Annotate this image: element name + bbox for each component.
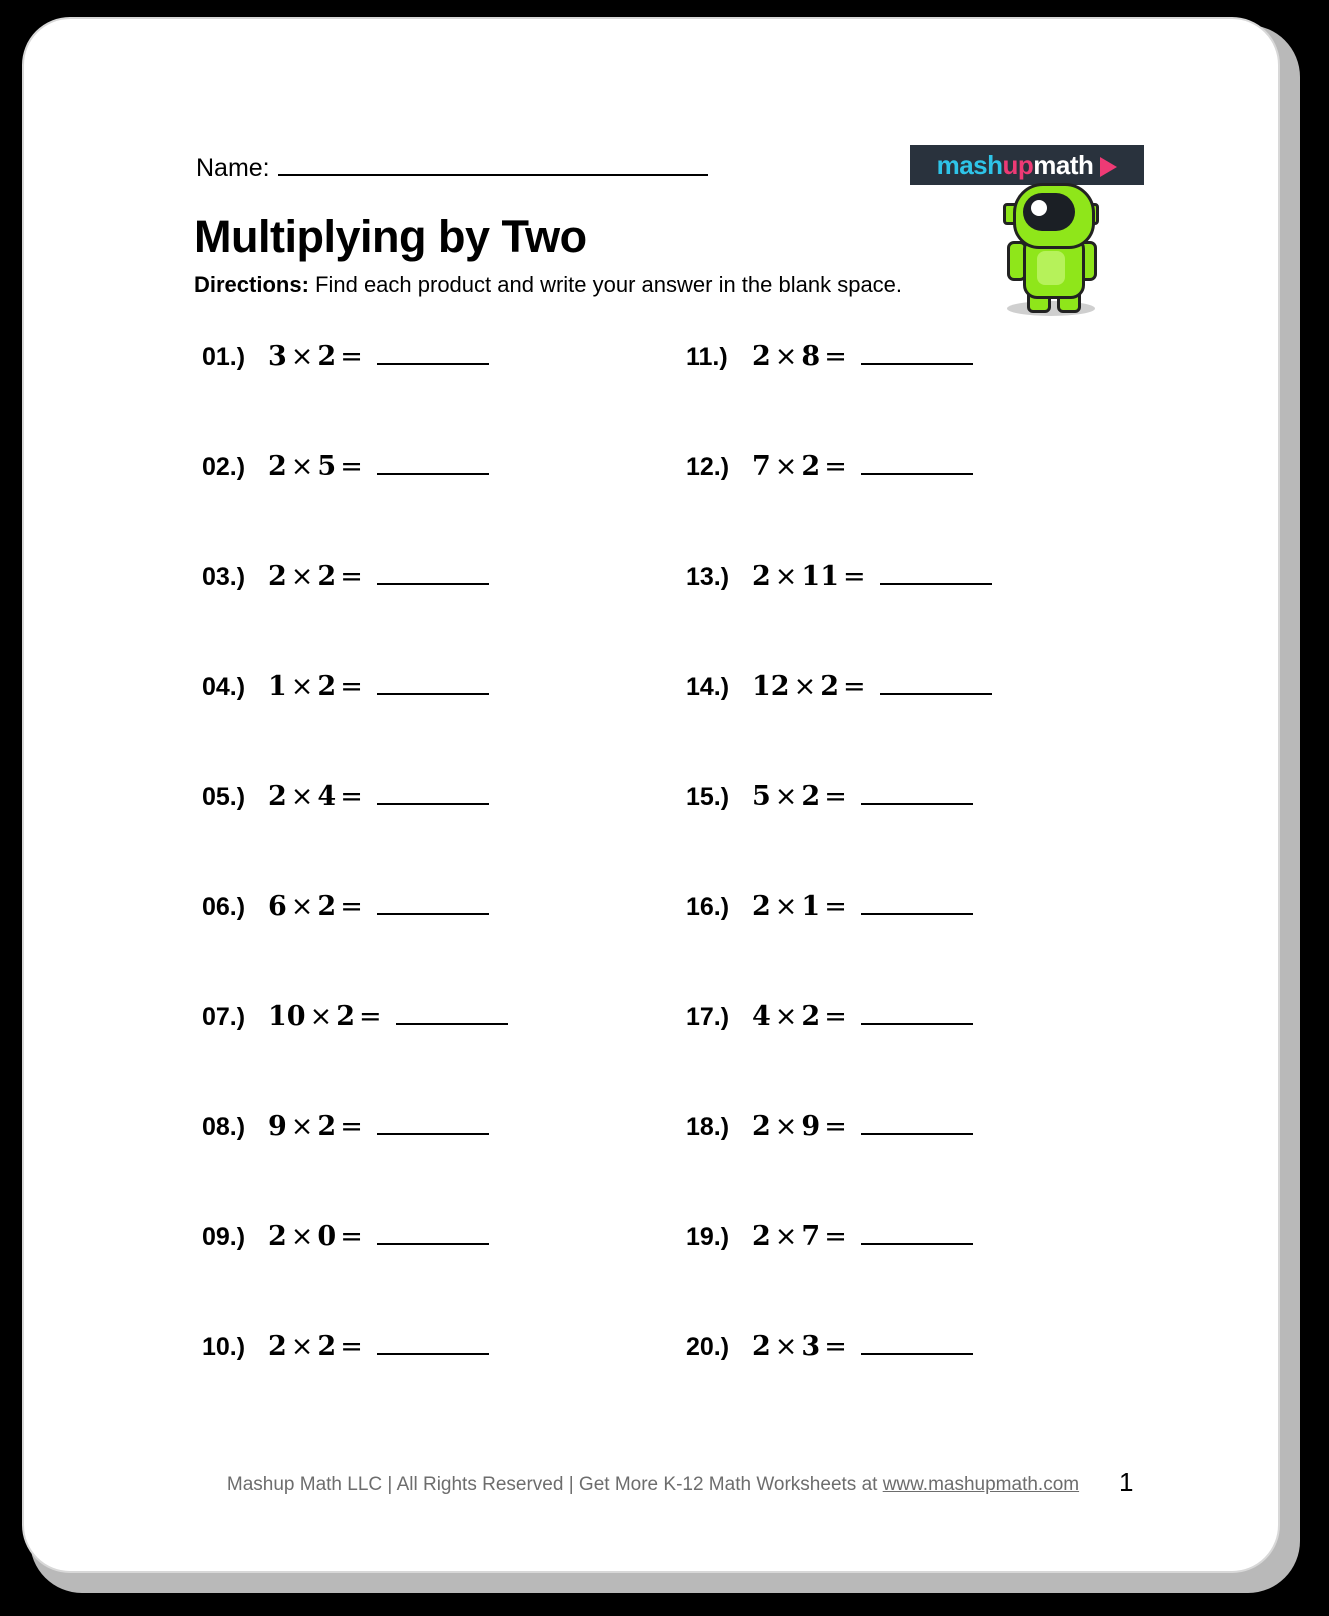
factor-a: 2 — [268, 561, 287, 592]
answer-blank[interactable] — [396, 1007, 508, 1025]
directions-text: Find each product and write your answer in the blank space. — [308, 272, 903, 297]
multiplication-operator: × — [774, 1331, 798, 1362]
problem-row — [202, 1221, 508, 1331]
problem-number: 20.) — [686, 1333, 730, 1361]
factor-b: 2 — [317, 341, 337, 372]
problem-row — [686, 1111, 992, 1221]
multiplication-operator: × — [774, 451, 798, 482]
factor-b: 2 — [336, 1001, 355, 1032]
factor-a: 2 — [752, 1331, 771, 1362]
factor-a: 4 — [752, 1001, 771, 1032]
problem-expression — [268, 781, 489, 812]
factor-a: 7 — [752, 451, 771, 482]
factor-b: 9 — [801, 1111, 821, 1142]
factor-b: 2 — [317, 1331, 337, 1362]
answer-blank[interactable] — [880, 567, 992, 585]
multiplication-operator: × — [774, 1001, 798, 1032]
factor-b: 2 — [317, 891, 337, 922]
problem-row — [686, 561, 992, 671]
problem-number: 11.) — [686, 343, 728, 371]
name-field-row — [196, 152, 708, 183]
multiplication-operator: × — [774, 1111, 798, 1142]
multiplication-operator: × — [774, 561, 798, 592]
problem-expression — [268, 341, 489, 372]
factor-b: 8 — [801, 341, 821, 372]
problem-number: 01.) — [202, 343, 246, 371]
factor-b: 5 — [317, 451, 337, 482]
factor-b: 11 — [801, 561, 839, 592]
problem-row — [202, 671, 508, 781]
problem-row — [686, 1001, 992, 1111]
problem-expression — [268, 1331, 489, 1362]
problem-expression — [268, 671, 489, 702]
factor-b: 2 — [820, 671, 839, 702]
robot-belly — [1037, 251, 1065, 285]
equals-sign: = — [340, 1331, 363, 1362]
problems-column-right — [686, 341, 992, 1441]
equals-sign: = — [359, 1001, 382, 1032]
problem-row — [202, 891, 508, 1001]
problem-number: 09.) — [202, 1223, 246, 1251]
problem-number: 02.) — [202, 453, 246, 481]
factor-a: 2 — [752, 891, 771, 922]
factor-b: 2 — [317, 561, 337, 592]
problem-expression — [752, 1111, 973, 1142]
logo-wordmark — [937, 152, 1118, 178]
problem-row — [686, 1331, 992, 1441]
answer-blank[interactable] — [880, 677, 992, 695]
factor-a: 1 — [268, 671, 287, 702]
answer-blank[interactable] — [861, 1337, 973, 1355]
factor-b: 7 — [801, 1221, 821, 1252]
answer-blank[interactable] — [377, 1227, 489, 1245]
answer-blank[interactable] — [861, 1117, 973, 1135]
footer-text: Mashup Math LLC | All Rights Reserved | Get More K-12 Math Worksheets at — [226, 1474, 883, 1495]
factor-b: 4 — [317, 781, 337, 812]
problem-number: 07.) — [202, 1003, 246, 1031]
problem-number: 05.) — [202, 783, 246, 811]
problem-expression — [752, 1001, 973, 1032]
factor-b: 2 — [801, 1001, 821, 1032]
factor-a: 6 — [268, 891, 287, 922]
worksheet-page — [22, 17, 1280, 1573]
problem-number: 04.) — [202, 673, 246, 701]
robot-visor — [1023, 193, 1075, 231]
equals-sign: = — [824, 451, 847, 482]
equals-sign: = — [843, 561, 866, 592]
answer-blank[interactable] — [861, 347, 973, 365]
logo-up-text: up — [1002, 150, 1034, 180]
logo-mash-text: mash — [936, 150, 1003, 180]
footer — [24, 1474, 1280, 1496]
problem-expression — [268, 1001, 508, 1032]
multiplication-operator: × — [290, 891, 314, 922]
answer-blank[interactable] — [861, 457, 973, 475]
factor-b: 2 — [317, 1111, 337, 1142]
multiplication-operator: × — [309, 1001, 333, 1032]
problem-row — [686, 451, 992, 561]
equals-sign: = — [824, 1331, 847, 1362]
equals-sign: = — [824, 891, 847, 922]
factor-a: 2 — [268, 1331, 287, 1362]
answer-blank[interactable] — [377, 347, 489, 365]
problems-column-left — [202, 341, 508, 1441]
problem-number: 18.) — [686, 1113, 730, 1141]
answer-blank[interactable] — [377, 897, 489, 915]
multiplication-operator: × — [774, 1221, 798, 1252]
problem-number: 19.) — [686, 1223, 730, 1251]
problem-number: 14.) — [686, 673, 730, 701]
multiplication-operator: × — [774, 781, 798, 812]
problem-expression — [268, 561, 489, 592]
multiplication-operator: × — [290, 1111, 314, 1142]
equals-sign: = — [340, 561, 363, 592]
problem-row — [686, 671, 992, 781]
page-title: Multiplying by Two — [194, 211, 587, 262]
equals-sign: = — [340, 341, 363, 372]
answer-blank[interactable] — [377, 457, 489, 475]
logo-math-text: math — [1033, 150, 1094, 180]
problem-row — [202, 451, 508, 561]
equals-sign: = — [824, 341, 847, 372]
problem-expression — [752, 561, 992, 592]
answer-blank[interactable] — [861, 787, 973, 805]
multiplication-operator: × — [290, 1221, 314, 1252]
multiplication-operator: × — [290, 561, 314, 592]
page-number: 1 — [1119, 1467, 1134, 1497]
robot-mascot-icon — [999, 179, 1104, 321]
answer-blank[interactable] — [377, 1337, 489, 1355]
problem-row — [202, 1111, 508, 1221]
multiplication-operator: × — [774, 891, 798, 922]
multiplication-operator: × — [290, 671, 314, 702]
problem-row — [202, 1001, 508, 1111]
equals-sign: = — [824, 1111, 847, 1142]
directions-label: Directions: — [194, 272, 309, 297]
factor-a: 2 — [752, 1111, 771, 1142]
factor-b: 2 — [801, 781, 821, 812]
problem-row — [686, 1221, 992, 1331]
problem-expression — [752, 451, 973, 482]
problem-expression — [752, 891, 973, 922]
problem-expression — [268, 451, 489, 482]
factor-b: 0 — [317, 1221, 337, 1252]
problem-number: 12.) — [686, 453, 730, 481]
problem-number: 13.) — [686, 563, 730, 591]
multiplication-operator: × — [774, 341, 798, 372]
problem-number: 10.) — [202, 1333, 246, 1361]
factor-b: 2 — [317, 671, 337, 702]
equals-sign: = — [824, 1001, 847, 1032]
problem-row — [686, 341, 992, 451]
answer-blank[interactable] — [377, 677, 489, 695]
equals-sign: = — [340, 671, 363, 702]
answer-blank[interactable] — [861, 897, 973, 915]
factor-a: 3 — [268, 341, 287, 372]
equals-sign: = — [340, 1111, 363, 1142]
equals-sign: = — [824, 1221, 847, 1252]
factor-a: 2 — [268, 1221, 287, 1252]
answer-blank[interactable] — [377, 567, 489, 585]
problem-number: 17.) — [686, 1003, 730, 1031]
problem-number: 08.) — [202, 1113, 246, 1141]
robot-shadow — [1007, 301, 1095, 316]
problem-number: 03.) — [202, 563, 246, 591]
name-write-line[interactable] — [278, 152, 708, 176]
multiplication-operator: × — [793, 671, 817, 702]
problem-expression — [268, 1221, 489, 1252]
factor-b: 3 — [801, 1331, 821, 1362]
equals-sign: = — [824, 781, 847, 812]
factor-b: 2 — [801, 451, 821, 482]
problem-expression — [752, 1221, 973, 1252]
factor-a: 2 — [752, 1221, 771, 1252]
factor-a: 2 — [752, 561, 771, 592]
robot-eye — [1031, 200, 1047, 216]
factor-a: 9 — [268, 1111, 287, 1142]
problem-expression — [752, 781, 973, 812]
problem-row — [202, 341, 508, 451]
answer-blank[interactable] — [377, 1117, 489, 1135]
equals-sign: = — [340, 1221, 363, 1252]
problem-expression — [268, 891, 489, 922]
footer-link[interactable]: www.mashupmath.com — [882, 1474, 1080, 1495]
name-label: Name: — [196, 154, 270, 182]
problem-number: 16.) — [686, 893, 730, 921]
multiplication-operator: × — [290, 781, 314, 812]
problem-number: 06.) — [202, 893, 246, 921]
play-triangle-icon — [1100, 157, 1117, 177]
equals-sign: = — [340, 451, 363, 482]
factor-a: 2 — [268, 451, 287, 482]
factor-a: 5 — [752, 781, 771, 812]
equals-sign: = — [340, 891, 363, 922]
problem-row — [202, 1331, 508, 1441]
equals-sign: = — [843, 671, 866, 702]
problem-expression — [752, 671, 992, 702]
problem-row — [202, 781, 508, 891]
problem-expression — [268, 1111, 489, 1142]
answer-blank[interactable] — [861, 1007, 973, 1025]
problem-number: 15.) — [686, 783, 730, 811]
multiplication-operator: × — [290, 451, 314, 482]
problem-row — [202, 561, 508, 671]
problem-expression — [752, 341, 973, 372]
multiplication-operator: × — [290, 1331, 314, 1362]
factor-a: 12 — [752, 671, 790, 702]
directions — [194, 272, 902, 298]
factor-a: 10 — [268, 1001, 306, 1032]
problem-expression — [752, 1331, 973, 1362]
equals-sign: = — [340, 781, 363, 812]
factor-a: 2 — [752, 341, 771, 372]
answer-blank[interactable] — [861, 1227, 973, 1245]
answer-blank[interactable] — [377, 787, 489, 805]
multiplication-operator: × — [290, 341, 314, 372]
problem-row — [686, 781, 992, 891]
factor-a: 2 — [268, 781, 287, 812]
factor-b: 1 — [801, 891, 821, 922]
problem-row — [686, 891, 992, 1001]
